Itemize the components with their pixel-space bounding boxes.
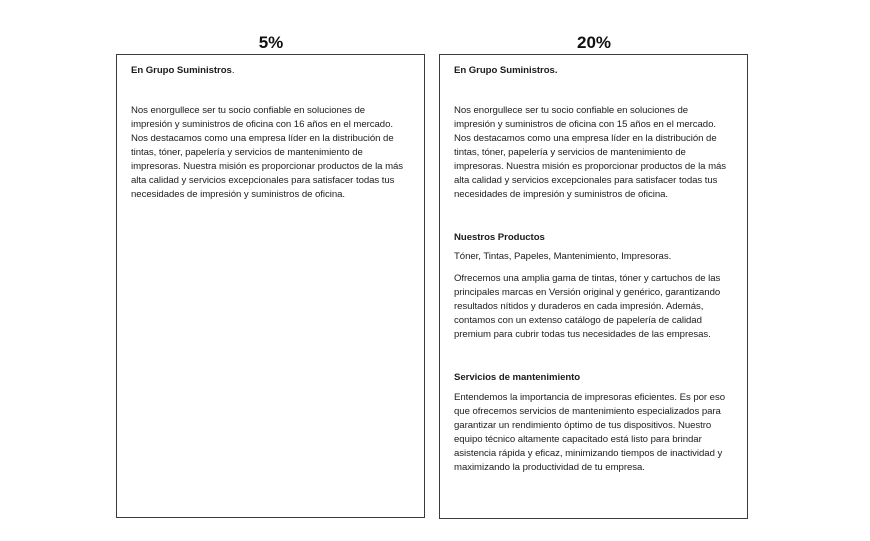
intro-heading-text: En Grupo Suministros — [454, 65, 555, 76]
panel-title-20-percent: 20% — [576, 33, 612, 52]
intro-heading-text: En Grupo Suministros — [131, 65, 232, 76]
intro-line: tintas, tóner, papelería y servicios de mantenimiento de — [454, 147, 686, 158]
products-line: premium para cubrir todas tus necesidades de las empresas. — [454, 329, 711, 340]
intro-line: impresión y suministros de oficina con 16 años en el mercado. — [131, 119, 393, 130]
products-heading: Nuestros Productos — [454, 232, 545, 243]
maintenance-line: asistencia rápida y eficaz, minimizando tiempos de inactividad y — [454, 448, 723, 459]
intro-heading — [454, 64, 557, 78]
intro-line: impresión y suministros de oficina con 15 años en el mercado. — [454, 119, 716, 130]
products-line: principales marcas en Versión original y genérico, garantizando — [454, 287, 721, 298]
document-panel-5-percent — [116, 54, 425, 518]
maintenance-line: maximizando la productividad de tu empresa. — [454, 462, 645, 473]
intro-line: Nos destacamos como una empresa líder en la distribución de — [131, 133, 394, 144]
intro-line: Nos destacamos como una empresa líder en la distribución de — [454, 133, 717, 144]
maintenance-line: garantizar un rendimiento óptimo de tus dispositivos. Nuestro — [454, 420, 712, 431]
maintenance-line: que ofrecemos servicios de mantenimiento especializados para — [454, 406, 721, 417]
products-line: Ofrecemos una amplia gama de tintas, tóner y cartuchos de las — [454, 273, 721, 284]
intro-line: Nos enorgullece ser tu socio confiable en soluciones de — [454, 105, 689, 116]
products-line: resultados nítidos y duraderos en cada impresión. Además, — [454, 301, 704, 312]
intro-line: impresoras. Nuestra misión es proporcionar productos de la más — [131, 161, 404, 172]
maintenance-heading: Servicios de mantenimiento — [454, 372, 581, 383]
intro-heading — [131, 64, 234, 78]
intro-line: necesidades de impresión y suministros de oficina. — [131, 189, 346, 200]
maintenance-line: equipo técnico altamente capacitado está listo para brindar — [454, 434, 702, 445]
document-panel-20-percent — [439, 54, 748, 519]
intro-line: Nos enorgullece ser tu socio confiable en soluciones de — [131, 105, 366, 116]
intro-line: alta calidad y servicios excepcionales para satisfacer todas tus — [131, 175, 395, 186]
intro-line: impresoras. Nuestra misión es proporcionar productos de la más — [454, 161, 727, 172]
intro-heading-punct: . — [554, 65, 558, 76]
intro-line: alta calidad y servicios excepcionales para satisfacer todas tus — [454, 175, 718, 186]
intro-line: necesidades de impresión y suministros de oficina. — [454, 189, 669, 200]
intro-line: tintas, tóner, papelería y servicios de mantenimiento de — [131, 147, 363, 158]
products-line: contamos con un extenso catálogo de papelería de calidad — [454, 315, 702, 326]
panel-title-5-percent: 5% — [258, 33, 284, 52]
maintenance-line: Entendemos la importancia de impresoras eficientes. Es por eso — [454, 392, 725, 403]
intro-heading-punct: . — [231, 65, 235, 76]
products-list: Tóner, Tintas, Papeles, Mantenimiento, Impresoras. — [454, 251, 672, 262]
